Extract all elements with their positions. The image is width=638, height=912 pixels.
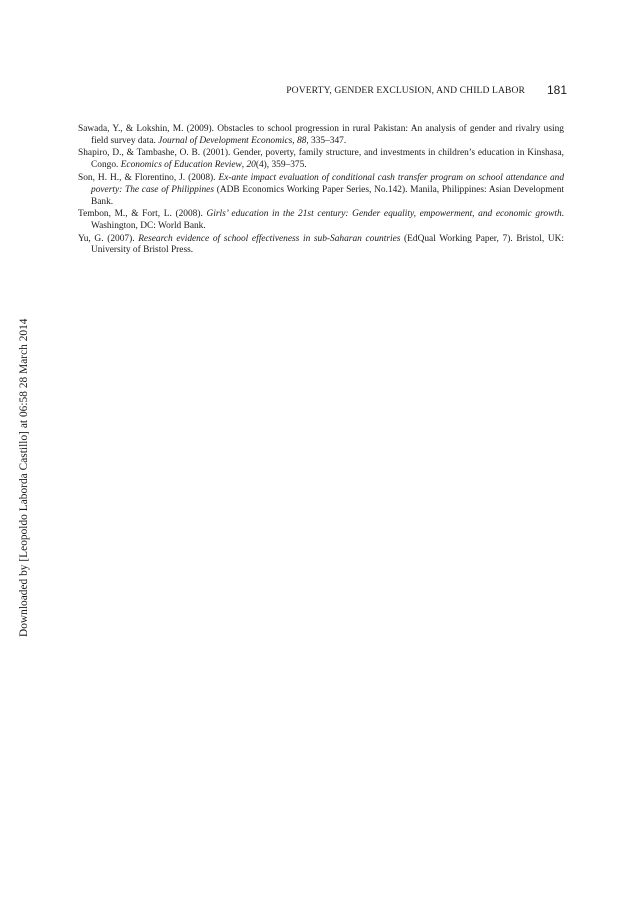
reference-source-title: Girls’ education in the 21st century: Gender equality, empowerment, and economic growth: [206, 209, 562, 220]
running-title: POVERTY, GENDER EXCLUSION, AND CHILD LABOR: [286, 85, 525, 96]
reference-text: (EdQual Working Paper, 7). Bristol, UK: University of Bristol Press.: [91, 233, 564, 256]
reference-text: ,: [241, 160, 247, 171]
page-number: 181: [546, 83, 567, 97]
reference-text: Sawada, Y., & Lokshin, M. (2009). Obstacles to school progression in rural Pakistan: An analysis of gender and rivalry using field survey data.: [78, 124, 564, 146]
reference-text: Shapiro, D., & Tambashe, O. B. (2001). Gender, poverty, family structure, and investments in children’s education in Kinshasa, Congo.: [78, 148, 564, 171]
reference-volume: 88: [296, 135, 307, 146]
reference-text: Son, H. H., & Florentino, J. (2008).: [78, 172, 219, 183]
reference-text: . Washington, DC: World Bank.: [91, 209, 564, 232]
reference-entry: [78, 148, 564, 172]
reference-text: Yu, G. (2007).: [78, 233, 139, 244]
reference-entry: [78, 234, 564, 258]
reference-text: (ADB Economics Working Paper Series, No.142). Manila, Philippines: Asian Development Bank.: [91, 184, 565, 207]
reference-text: ,: [292, 135, 297, 146]
reference-entry: [78, 124, 564, 148]
reference-source-title: Ex-ante impact evaluation of conditional cash transfer program on school attendance and poverty: The case of Philippines: [91, 172, 565, 195]
reference-entry: [78, 209, 564, 233]
download-watermark: Downloaded by [Leopoldo Laborda Castillo] at 06:58 28 March 2014: [18, 318, 30, 637]
reference-text: , 335–347.: [306, 135, 347, 146]
reference-source-title: Research evidence of school effectiveness in sub-Saharan countries: [138, 233, 401, 244]
reference-volume: 20: [246, 160, 256, 171]
reference-text: Tembon, M., & Fort, L. (2008).: [78, 209, 207, 220]
running-header: [0, 84, 567, 100]
reference-text: (4), 359–375.: [255, 160, 307, 171]
reference-list: [78, 124, 564, 258]
reference-source-title: Journal of Development Economics: [158, 135, 293, 146]
reference-entry: [78, 173, 564, 209]
reference-source-title: Economics of Education Review: [120, 160, 242, 171]
